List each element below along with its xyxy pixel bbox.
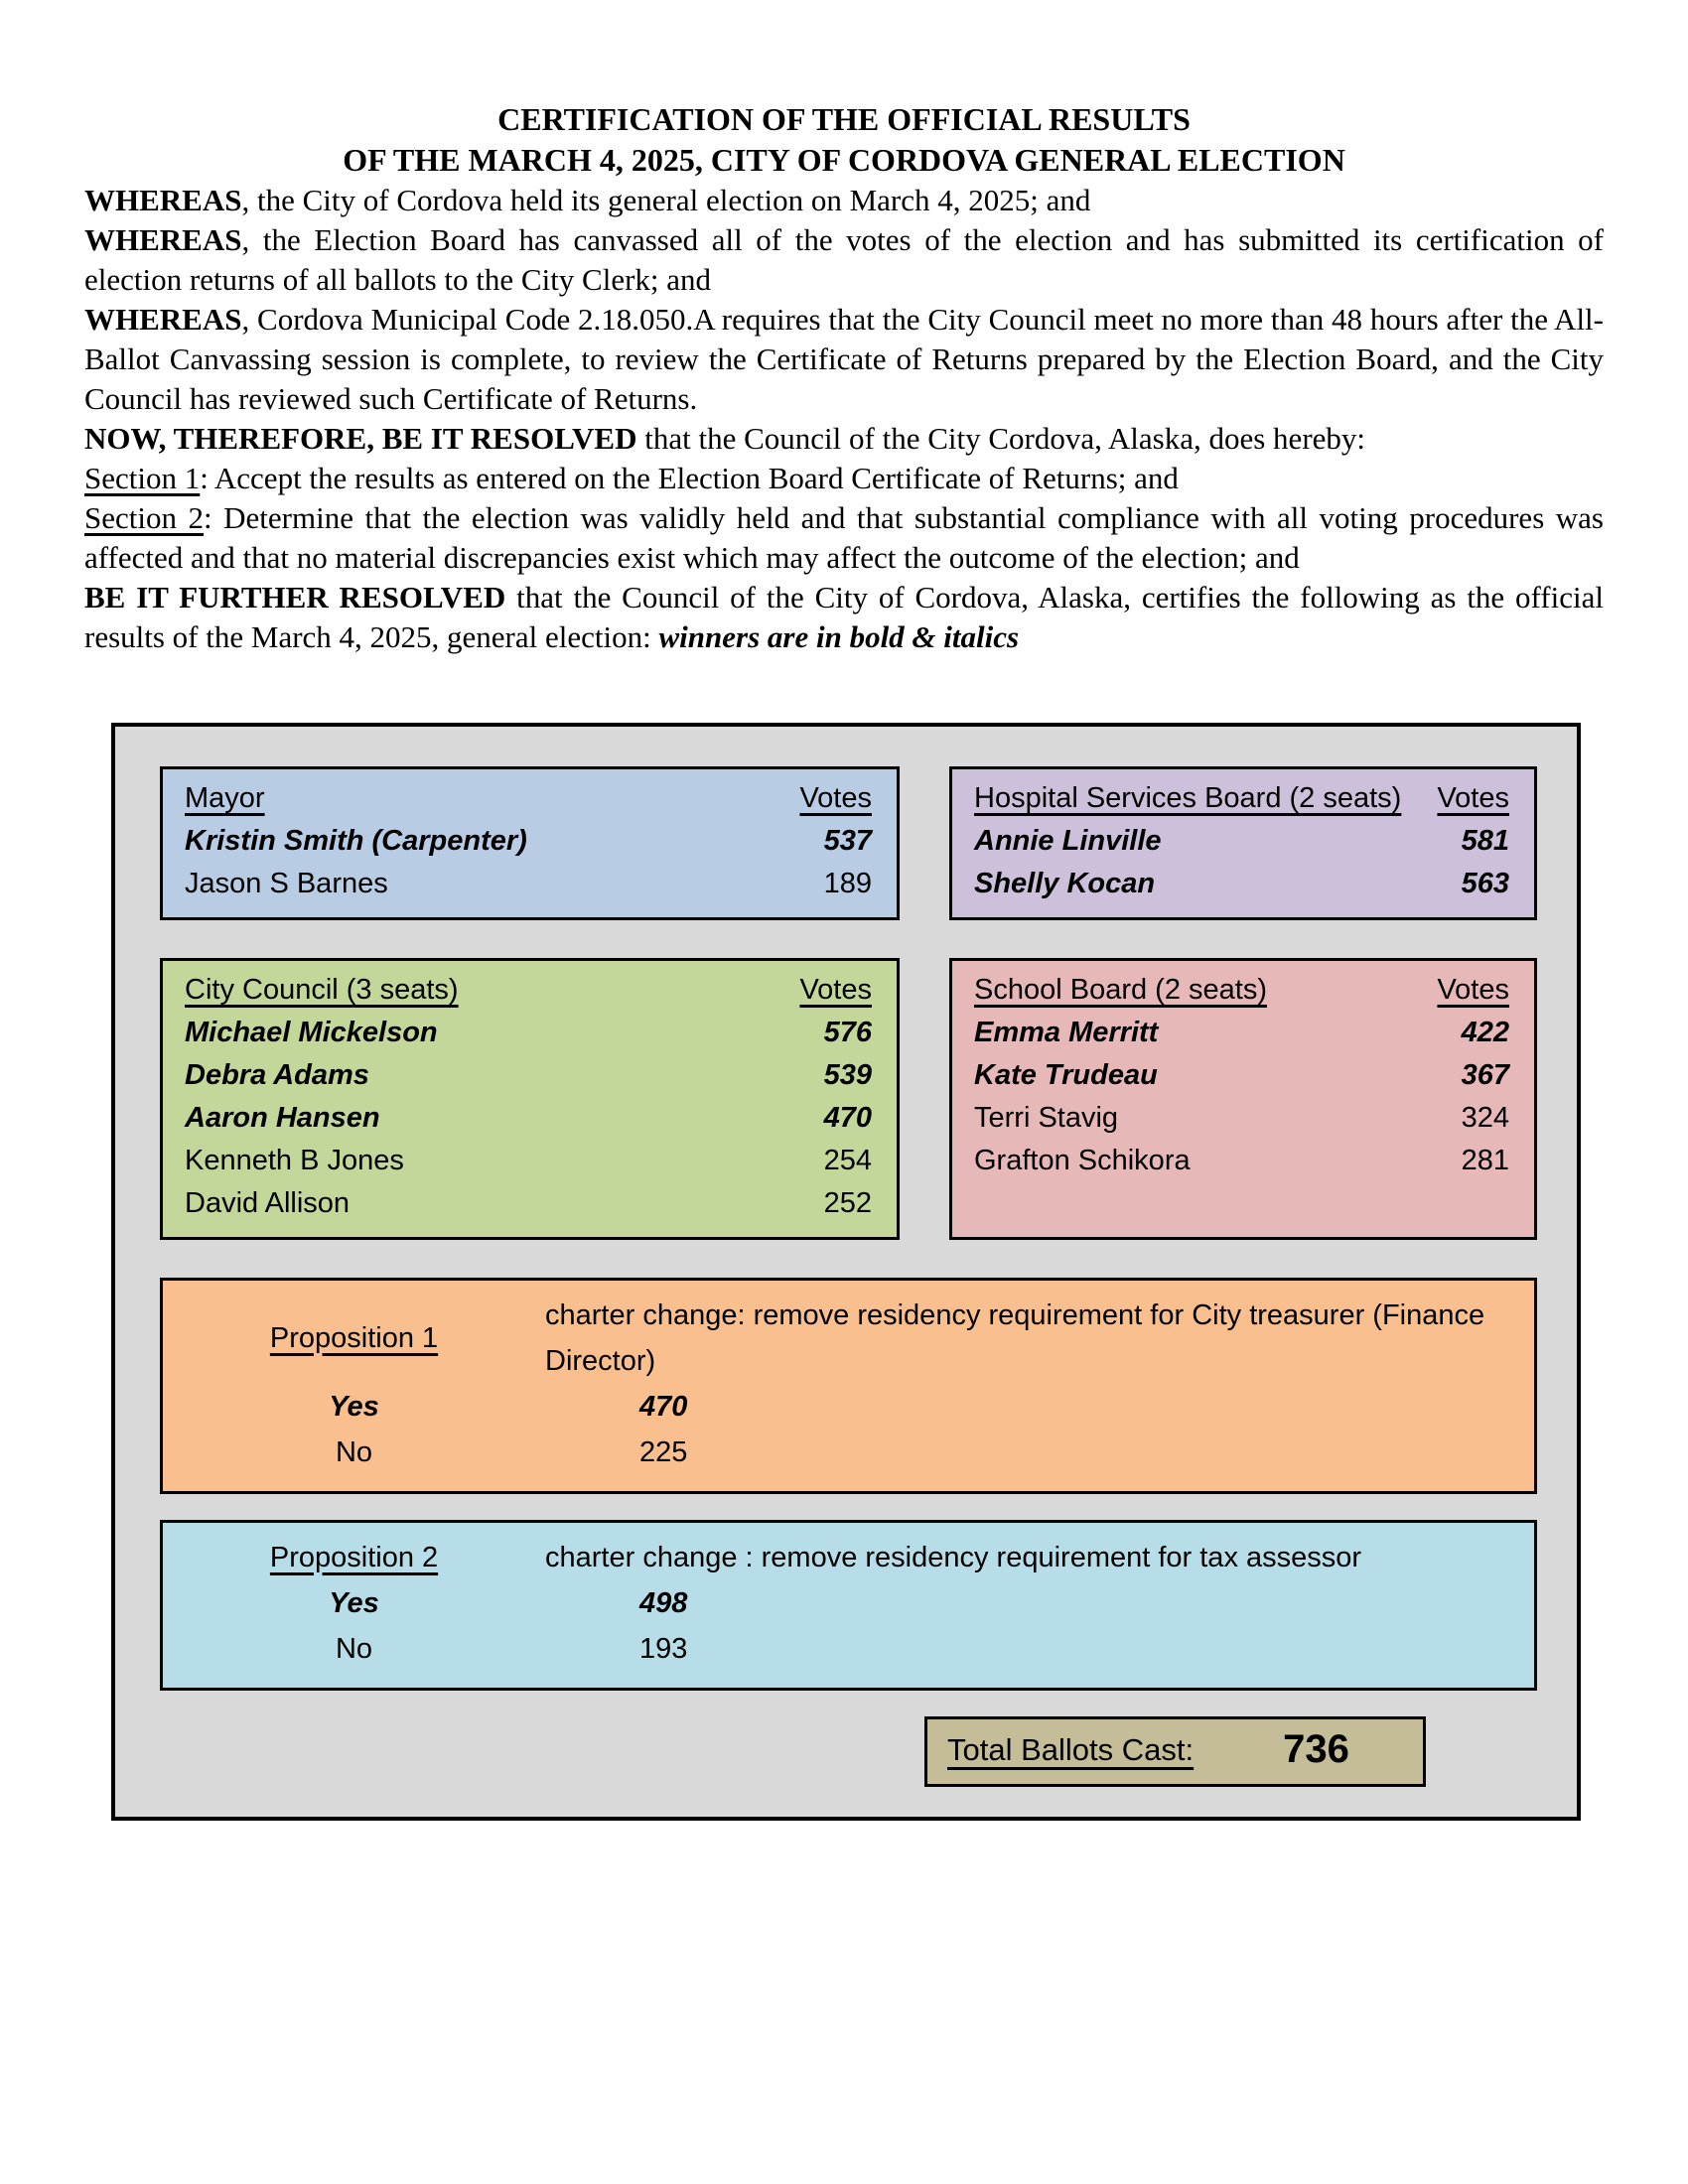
- candidate-votes: 281: [1461, 1145, 1509, 1176]
- contest-header: [974, 777, 1509, 820]
- candidate-name: Debra Adams: [185, 1059, 369, 1091]
- proposition-option-label: Yes: [329, 1587, 379, 1619]
- total-ballots-value: 736: [1283, 1727, 1349, 1771]
- resolved-text: that the Council of the City Cordova, Alaska, does hereby:: [636, 421, 1366, 456]
- results-container: [111, 723, 1581, 1821]
- further-resolved-lead: BE IT FURTHER RESOLVED: [84, 580, 506, 614]
- candidate-name: Grafton Schikora: [974, 1145, 1191, 1176]
- contest-title: City Council (3 seats): [185, 974, 459, 1006]
- paragraph-section-1: [84, 459, 1604, 498]
- resolved-lead: NOW, THEREFORE, BE IT RESOLVED: [84, 421, 637, 456]
- proposition-header: [163, 1293, 1509, 1384]
- contest-box-city-council: [160, 958, 900, 1240]
- whereas-3-lead: WHEREAS: [84, 302, 242, 337]
- document-title: [84, 99, 1604, 181]
- proposition-option-row: [163, 1580, 1509, 1626]
- candidate-name: Emma Merritt: [974, 1017, 1159, 1048]
- title-line-2: OF THE MARCH 4, 2025, CITY OF CORDOVA GENERAL ELECTION: [343, 142, 1345, 178]
- paragraph-whereas-3: [84, 300, 1604, 419]
- total-ballots-label: Total Ballots Cast:: [947, 1731, 1195, 1767]
- contest-header: [185, 969, 872, 1012]
- proposition-1-box: [160, 1278, 1537, 1494]
- votes-column-header: Votes: [1437, 974, 1509, 1006]
- total-ballots-box: [924, 1716, 1426, 1787]
- title-line-1: CERTIFICATION OF THE OFFICIAL RESULTS: [497, 101, 1191, 137]
- proposition-option-votes: 498: [639, 1587, 688, 1619]
- paragraph-whereas-2: [84, 220, 1604, 300]
- candidate-row: [974, 863, 1509, 905]
- candidate-row: [185, 1182, 872, 1225]
- proposition-2-box: [160, 1520, 1537, 1691]
- candidate-votes: 252: [823, 1187, 872, 1219]
- proposition-option-votes: 225: [639, 1436, 688, 1468]
- candidate-row: [185, 863, 872, 905]
- candidate-row: [185, 1012, 872, 1054]
- candidate-votes: 539: [823, 1059, 872, 1091]
- section-2-lead: Section 2: [84, 500, 204, 535]
- section-1-text: : Accept the results as entered on the Election Board Certificate of Returns; and: [200, 461, 1179, 495]
- proposition-option-label-cell: [163, 1430, 545, 1475]
- candidate-name: Jason S Barnes: [185, 868, 388, 899]
- votes-column-header: Votes: [1437, 782, 1509, 814]
- proposition-option-row: [163, 1626, 1509, 1672]
- contest-header: [185, 777, 872, 820]
- candidate-name: Kristin Smith (Carpenter): [185, 825, 527, 857]
- contest-title: School Board (2 seats): [974, 974, 1267, 1006]
- proposition-description: charter change: remove residency requirement for City treasurer (Finance Director): [545, 1299, 1485, 1377]
- candidate-name: Kate Trudeau: [974, 1059, 1158, 1091]
- candidate-votes: 576: [823, 1017, 872, 1048]
- whereas-2-lead: WHEREAS: [84, 222, 242, 257]
- contest-header: [974, 969, 1509, 1012]
- winners-note: winners are in bold & italics: [658, 619, 1020, 654]
- contest-title: Mayor: [185, 782, 265, 814]
- proposition-header: [163, 1535, 1509, 1580]
- candidate-row: [974, 820, 1509, 863]
- candidate-votes: 367: [1461, 1059, 1509, 1091]
- proposition-option-row: [163, 1430, 1509, 1475]
- candidate-list: [974, 1012, 1509, 1182]
- results-row-1: [160, 766, 1537, 920]
- candidate-name: Shelly Kocan: [974, 868, 1156, 899]
- proposition-option-label: Yes: [329, 1391, 379, 1423]
- proposition-option-label-cell: [163, 1384, 545, 1430]
- candidate-row: [185, 1054, 872, 1097]
- proposition-option-label: No: [335, 1633, 373, 1665]
- candidate-votes: 537: [823, 825, 872, 857]
- whereas-3-text: , Cordova Municipal Code 2.18.050.A requires that the City Council meet no more than 48 hours after the All-Ballot Canvassing session is complete, to review the Certificate of Returns prepared by the Election Board, and the City Council has reviewed such Certificate of Returns.: [84, 302, 1604, 416]
- whereas-2-text: , the Election Board has canvassed all of the votes of the election and has submitted its certification of election returns of all ballots to the City Clerk; and: [84, 222, 1604, 297]
- candidate-votes: 563: [1461, 868, 1509, 899]
- paragraph-further-resolved: [84, 578, 1604, 657]
- proposition-option-votes: 193: [639, 1633, 688, 1665]
- candidate-votes: 470: [823, 1102, 872, 1134]
- proposition-option-label-cell: [163, 1580, 545, 1626]
- candidate-row: [974, 1054, 1509, 1097]
- candidate-row: [185, 820, 872, 863]
- proposition-label-cell: [163, 1542, 545, 1574]
- votes-column-header: Votes: [799, 974, 872, 1006]
- candidate-votes: 189: [823, 868, 872, 899]
- contest-box-hospital-board: [949, 766, 1537, 920]
- candidate-votes: 581: [1461, 825, 1509, 857]
- candidate-list: [185, 1012, 872, 1225]
- further-resolved-text: that the Council of the City of Cordova, Alaska, certifies the following as the official results of the March 4, 2025, general election:: [84, 580, 1604, 654]
- candidate-name: Michael Mickelson: [185, 1017, 438, 1048]
- proposition-description: charter change : remove residency requirement for tax assessor: [545, 1542, 1362, 1573]
- section-1-lead: Section 1: [84, 461, 201, 495]
- contest-box-school-board: [949, 958, 1537, 1240]
- candidate-row: [974, 1140, 1509, 1182]
- proposition-label: Proposition 2: [269, 1541, 439, 1573]
- proposition-options: [163, 1384, 1509, 1475]
- candidate-votes: 254: [823, 1145, 872, 1176]
- proposition-label-cell: [163, 1322, 545, 1355]
- proposition-label: Proposition 1: [269, 1321, 439, 1354]
- contest-box-mayor: [160, 766, 900, 920]
- candidate-name: David Allison: [185, 1187, 351, 1219]
- paragraph-section-2: [84, 498, 1604, 578]
- proposition-options: [163, 1580, 1509, 1672]
- whereas-1-text: , the City of Cordova held its general election on March 4, 2025; and: [241, 183, 1091, 217]
- candidate-votes: 422: [1461, 1017, 1509, 1048]
- candidate-row: [974, 1012, 1509, 1054]
- proposition-option-label: No: [335, 1436, 373, 1468]
- candidate-name: Annie Linville: [974, 825, 1162, 857]
- proposition-option-row: [163, 1384, 1509, 1430]
- proposition-option-votes: 470: [639, 1391, 688, 1423]
- candidate-row: [185, 1097, 872, 1140]
- contest-title: Hospital Services Board (2 seats): [974, 782, 1402, 814]
- candidate-name: Kenneth B Jones: [185, 1145, 404, 1176]
- candidate-row: [185, 1140, 872, 1182]
- candidate-name: Aaron Hansen: [185, 1102, 380, 1134]
- paragraph-whereas-1: [84, 181, 1604, 220]
- proposition-option-label-cell: [163, 1626, 545, 1672]
- candidate-list: [974, 820, 1509, 905]
- votes-column-header: Votes: [799, 782, 872, 814]
- candidate-list: [185, 820, 872, 905]
- results-row-2: [160, 958, 1537, 1240]
- section-2-text: : Determine that the election was validly held and that substantial compliance with all voting procedures was affected and that no material discrepancies exist which may affect the outcome of the election; and: [84, 500, 1604, 575]
- whereas-1-lead: WHEREAS: [84, 183, 242, 217]
- candidate-name: Terri Stavig: [974, 1102, 1119, 1134]
- paragraph-resolved: [84, 419, 1604, 459]
- candidate-votes: 324: [1461, 1102, 1509, 1134]
- candidate-row: [974, 1097, 1509, 1140]
